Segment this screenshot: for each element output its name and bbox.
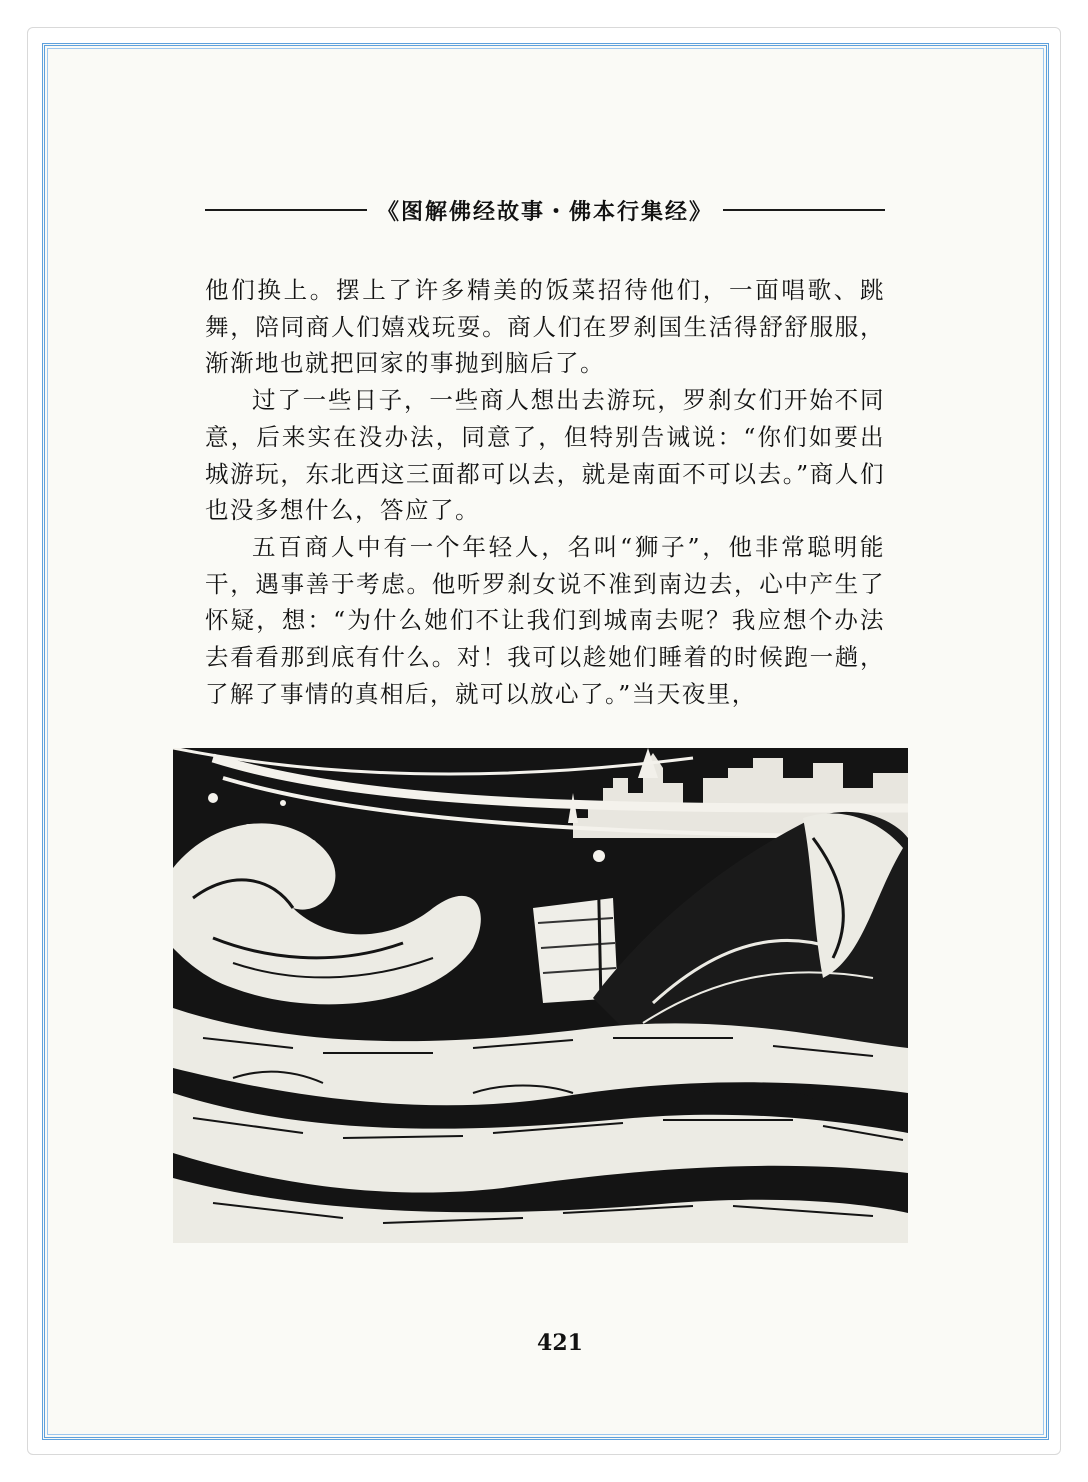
paragraph-2: 过了一些日子，一些商人想出去游玩，罗刹女们开始不同意，后来实在没办法，同意了，但特别告诫说：“你们如要出城游玩，东北西这三面都可以去，就是南面不可以去。”商人们也没多想什么，答应了。 bbox=[205, 386, 885, 525]
header-rule-left bbox=[205, 209, 367, 211]
running-header bbox=[205, 190, 885, 230]
paragraph-1: 他们换上。摆上了许多精美的饭菜招待他们，一面唱歌、跳舞，陪同商人们嬉戏玩耍。商人们在罗刹国生活得舒舒服服，渐渐地也就把回家的事抛到脑后了。 bbox=[205, 276, 885, 378]
header-rule-right bbox=[723, 209, 885, 211]
page-number: 421 bbox=[537, 1330, 583, 1356]
paragraph-3: 五百商人中有一个年轻人，名叫“狮子”，他非常聪明能干，遇事善于考虑。他听罗刹女说不准到南边去，心中产生了怀疑，想：“为什么她们不让我们到城南去呢？我应想个办法去看看那到底有什么。对！我可以趁她们睡着的时候跑一趟，了解了事情的真相后，就可以放心了。”当天夜里， bbox=[205, 532, 885, 708]
body-text bbox=[205, 272, 885, 712]
ship-storm-illustration bbox=[173, 748, 908, 1243]
woodcut-illustration-icon bbox=[173, 748, 908, 1243]
book-title: 《图解佛经故事・佛本行集经》 bbox=[377, 198, 714, 225]
